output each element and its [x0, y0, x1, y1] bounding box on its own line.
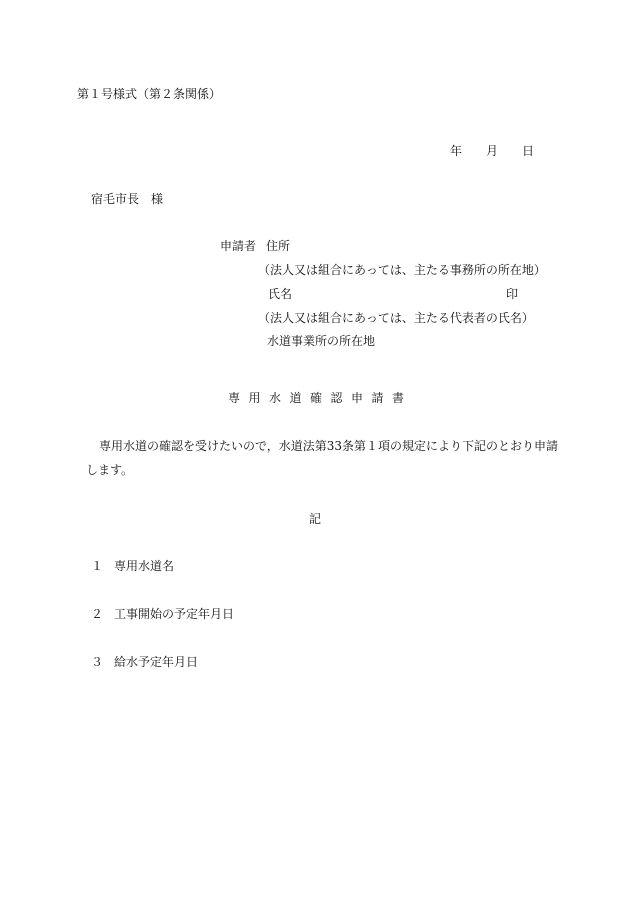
office-location-label: 水道事業所の所在地 — [267, 334, 376, 348]
item-number: ２ — [91, 607, 104, 621]
list-item — [91, 607, 234, 621]
body-text-line-1: 専用水道の確認を受けたいので，水道法第33条第１項の規定により下記のとおり申請 — [99, 439, 559, 453]
date-day-label: 日 — [522, 144, 535, 158]
date-month-label: 月 — [486, 144, 499, 158]
applicant-label: 申請者 — [220, 239, 257, 253]
document-title: 専用水道確認申請書 — [228, 391, 413, 405]
seal-mark: 印 — [506, 287, 519, 301]
item-label: 給水予定年月日 — [114, 655, 199, 669]
date-year-label: 年 — [450, 144, 463, 158]
address-label: 住所 — [266, 239, 291, 253]
list-item — [91, 655, 198, 669]
name-label: 氏名 — [268, 287, 293, 301]
body-text-line-2: します。 — [86, 463, 134, 477]
representative-note: （法人又は組合にあっては、主たる代表者の氏名） — [258, 311, 534, 325]
item-label: 専用水道名 — [114, 559, 175, 573]
ki-heading: 記 — [309, 512, 322, 526]
item-number: ３ — [91, 655, 104, 669]
form-number: 第１号様式（第２条関係） — [77, 87, 222, 101]
addressee: 宿毛市長 様 — [91, 192, 164, 206]
address-note: （法人又は組合にあっては、主たる事務所の所在地） — [258, 263, 546, 277]
item-label: 工事開始の予定年月日 — [114, 607, 235, 621]
item-number: １ — [91, 559, 104, 573]
list-item — [91, 559, 174, 573]
